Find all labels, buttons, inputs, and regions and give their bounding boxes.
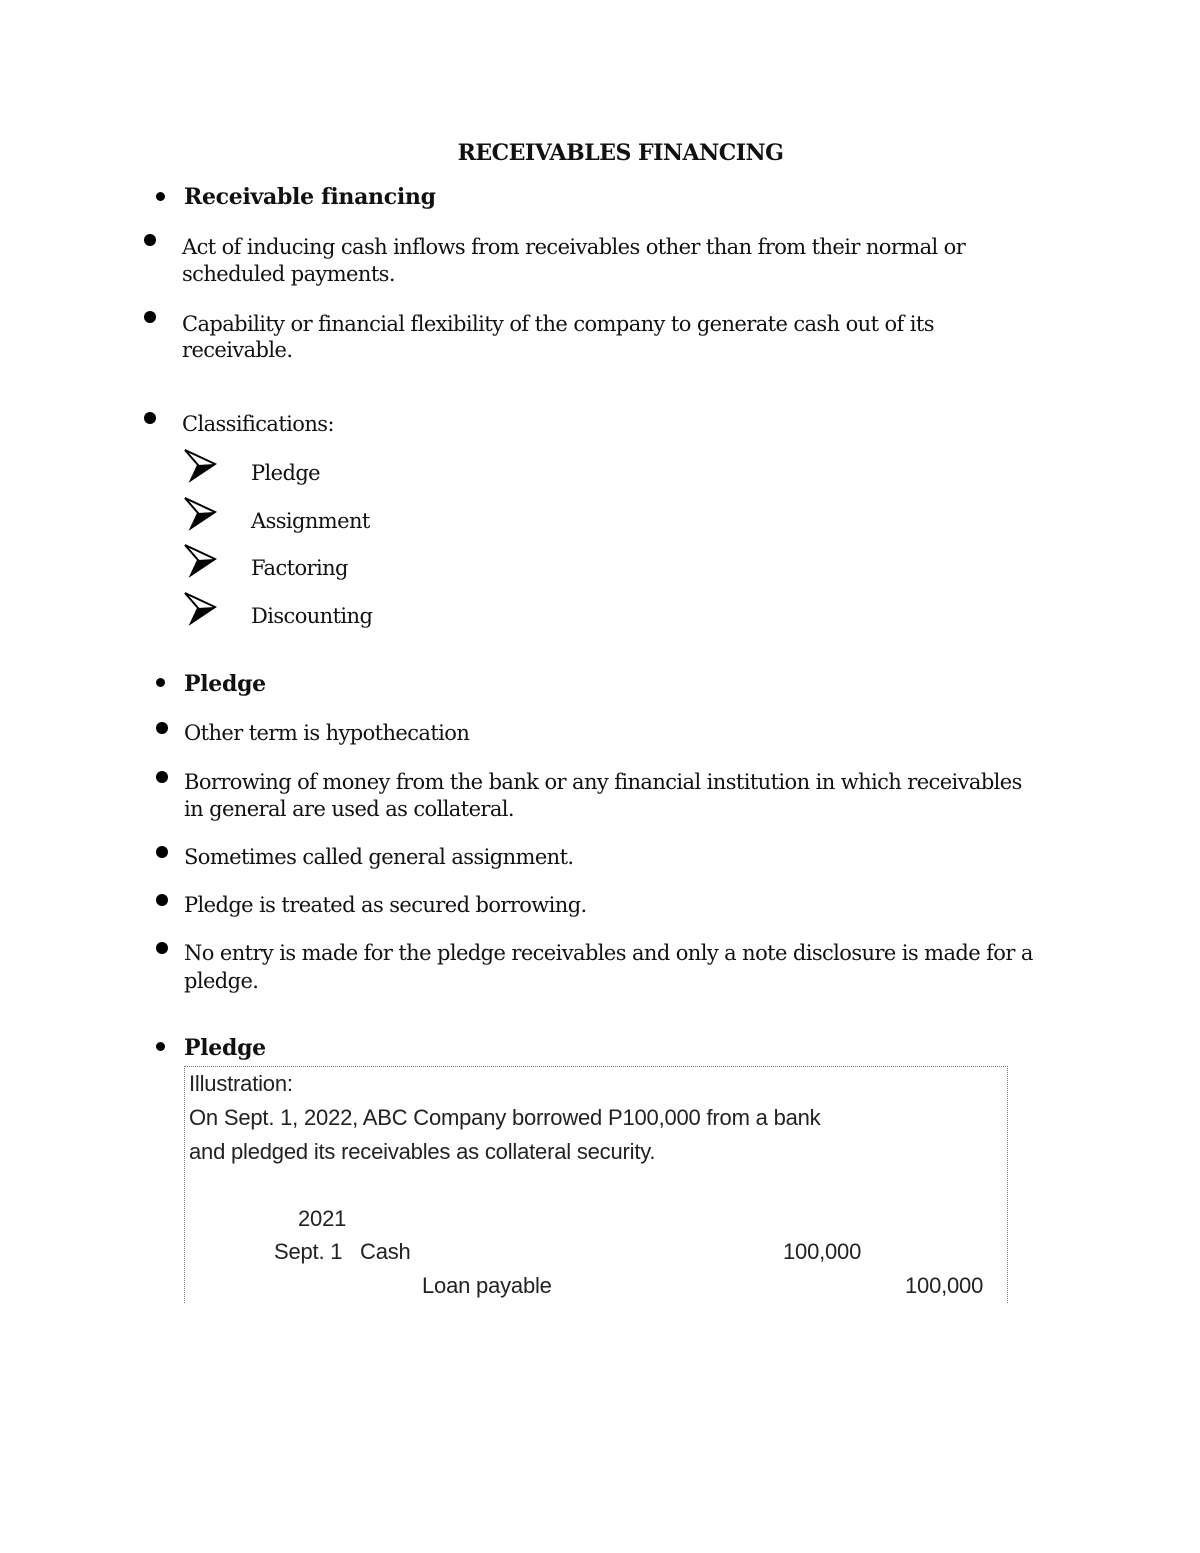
bullet-icon [144, 311, 156, 323]
paragraph-line: No entry is made for the pledge receivables and only a note disclosure is made for a [184, 941, 1033, 965]
classification-item: Pledge [251, 461, 320, 485]
bullet-icon [144, 234, 156, 246]
bullet-icon [156, 678, 165, 687]
bullet-icon [156, 942, 168, 954]
paragraph-line: Act of inducing cash inflows from receivables other than from their normal or [182, 235, 966, 259]
bullet-icon [156, 771, 168, 783]
arrow-bullet-icon [183, 543, 217, 579]
illustration-text: On Sept. 1, 2022, ABC Company borrowed P100,000 from a bank [189, 1105, 821, 1130]
arrow-bullet-icon [183, 448, 217, 484]
paragraph-line: Pledge is treated as secured borrowing. [184, 893, 587, 917]
bullet-icon [156, 722, 168, 734]
illustration-text: and pledged its receivables as collateral security. [189, 1139, 656, 1164]
paragraph-line: Sometimes called general assignment. [184, 845, 574, 869]
classification-item: Factoring [251, 556, 348, 580]
paragraph-line: receivable. [182, 338, 293, 362]
paragraph-line: Other term is hypothecation [184, 721, 470, 745]
section-heading: Pledge [184, 1035, 266, 1061]
paragraph-line: pledge. [184, 969, 259, 993]
bullet-icon [144, 412, 156, 424]
section-heading: Receivable financing [184, 184, 436, 210]
paragraph-line: Classifications: [182, 412, 334, 436]
arrow-bullet-icon [183, 591, 217, 627]
bullet-icon [156, 192, 165, 201]
journal-credit-amount: 100,000 [905, 1273, 984, 1298]
paragraph-line: Capability or financial flexibility of the company to generate cash out of its [182, 312, 934, 336]
journal-debit-account: Cash [360, 1239, 411, 1264]
bullet-icon [156, 894, 168, 906]
page-title: RECEIVABLES FINANCING [457, 140, 784, 166]
classification-item: Discounting [251, 604, 373, 628]
paragraph-line: in general are used as collateral. [184, 797, 514, 821]
bullet-icon [156, 1042, 165, 1051]
classification-item: Assignment [251, 509, 370, 533]
illustration-label: Illustration: [189, 1071, 293, 1096]
arrow-bullet-icon [183, 496, 217, 532]
journal-year: 2021 [298, 1206, 347, 1231]
bullet-icon [156, 846, 168, 858]
journal-credit-account: Loan payable [422, 1273, 552, 1298]
section-heading: Pledge [184, 671, 266, 697]
journal-date: Sept. 1 [274, 1239, 343, 1264]
journal-debit-amount: 100,000 [783, 1239, 862, 1264]
paragraph-line: scheduled payments. [182, 262, 395, 286]
illustration-box [184, 1066, 1008, 1303]
paragraph-line: Borrowing of money from the bank or any financial institution in which receivables [184, 770, 1022, 794]
